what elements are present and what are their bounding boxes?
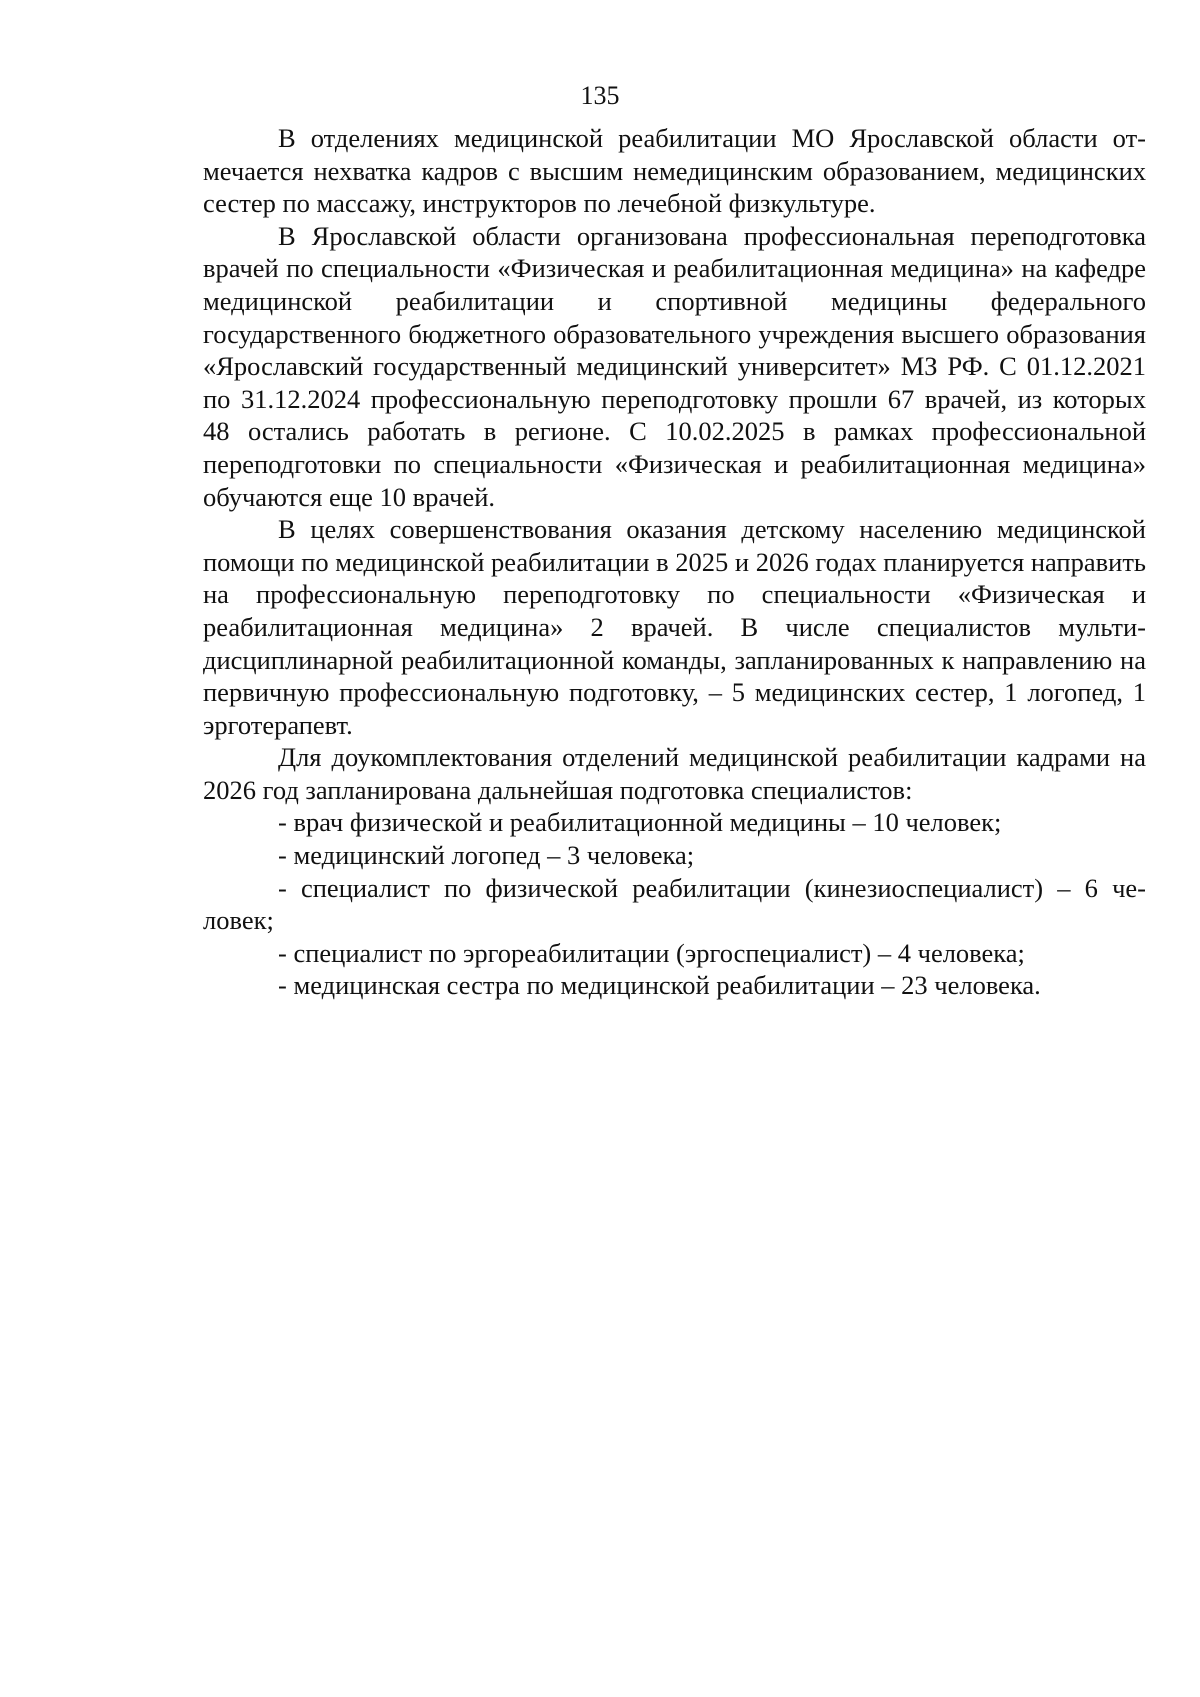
page-number: 135 bbox=[580, 81, 620, 110]
list-item-speech-therapist: - медицинский логопед – 3 человека; bbox=[278, 840, 695, 871]
paragraph-pediatric-rehabilitation: В целях совершенствования оказания детскому населению медицинской помощи по медицинской реабилитации в 2025 и 2026 годах планируется направить на профессиональную переподготовку по специальности «Физическая и реабилитационная медицина» 2 врачей. В числе специалистов мультидисциплинарной реабилитационной команды, запланированных к направлению на первичную профессиональную подготовку, – 5 медицинских сестер, 1 логопед, 1 эрготерапевт. bbox=[203, 514, 1146, 740]
paragraph-retraining-program: В Ярославской области организована профессиональная переподготовка врачей по специальности «Физическая и реабилитационная медицина» на кафедре медицинской реабилитации и спортивной медицины федерального государственного бюджетного образовательного учреждения высшего образования «Ярославский государственный медицинский университет» МЗ РФ. С 01.12.2021 по 31.12.2024 профессиональную переподготовку прошли 67 врачей, из которых 48 остались работать в регионе. С 10.02.2025 в рамках профессиональной переподготовки по специальности «Физическая и реабилитационная медицина» обучаются еще 10 врачей. bbox=[203, 220, 1146, 512]
paragraph-staff-shortage: В отделениях медицинской реабилитации МО Ярославской области отмечается нехватка кадров с высшим немедицинским образованием, медицинских сестер по массажу, инструкторов по лечебной физкультуре. bbox=[203, 123, 1146, 219]
document-body bbox=[203, 122, 1146, 1002]
list-item-rehab-nurse: - медицинская сестра по медицинской реабилитации – 23 человека. bbox=[278, 970, 1041, 1001]
list-item-ergotherapist: - специалист по эргореабилитации (эргоспециалист) – 4 человека; bbox=[278, 937, 1025, 968]
list-item-kinesiotherapist: - специалист по физической реабилитации (кинезиоспециалист) – 6 человек; bbox=[203, 872, 1146, 936]
paragraph-staffing-plan: Для доукомплектования отделений медицинской реабилитации кадрами на 2026 год запланирована дальнейшая подготовка специалистов: bbox=[203, 742, 1146, 805]
list-item-rehab-physician: - врач физической и реабилитационной медицины – 10 человек; bbox=[278, 807, 1002, 838]
